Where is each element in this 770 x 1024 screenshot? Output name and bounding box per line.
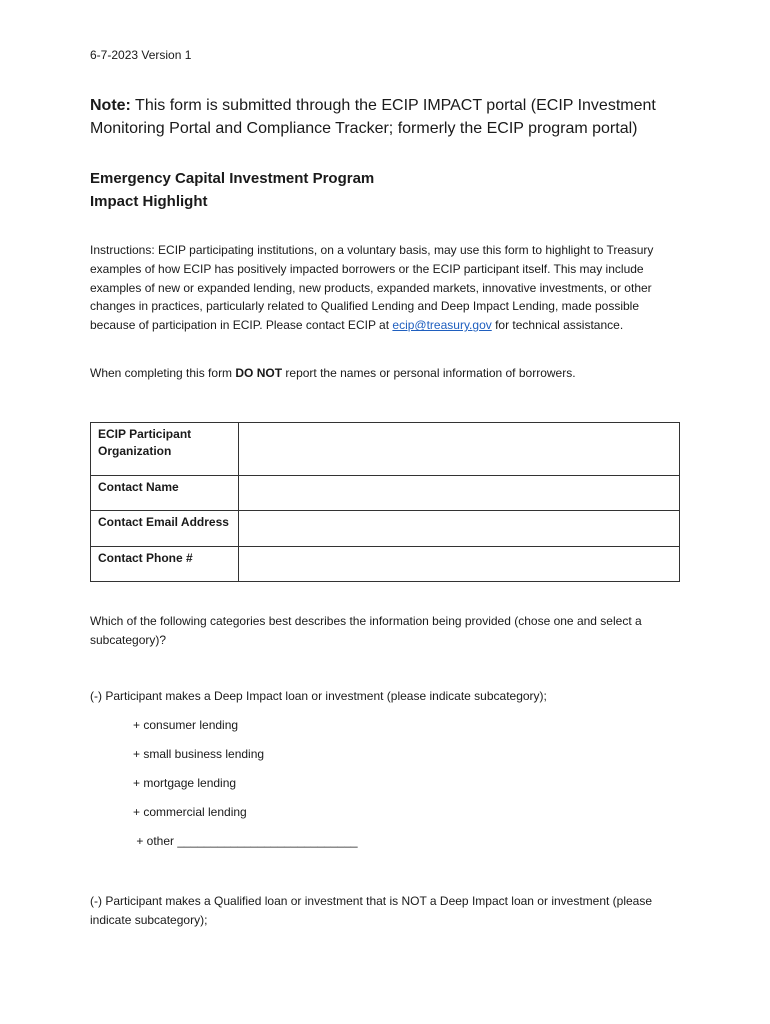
instructions-text: Instructions: ECIP participating institutions, on a voluntary basis, may use this form to highlight to Treasury examples of how ECIP has positively impacted borrowers or the ECIP participant itself. This may include examples of new or expanded lending, new products, expanded markets, innovative investments, or other changes in practices, particularly related to Qualified Lending and Deep Impact Lending, made possible because of participation in ECIP. Please contact ECIP at [90,243,654,333]
ecip-email-link[interactable]: ecip@treasury.gov [392,318,492,333]
table-row [91,511,680,547]
version-label: 6-7-2023 Version 1 [90,48,192,62]
privacy-warning-before: When completing this form [90,366,236,380]
subcategory-small-business-lending[interactable]: + small business lending [133,747,265,761]
note-paragraph [90,94,690,140]
privacy-warning-after: report the names or personal information of borrowers. [282,366,576,380]
subcategory-mortgage-lending[interactable]: + mortgage lending [133,776,237,790]
privacy-warning [90,366,576,380]
category-question: Which of the following categories best describes the information being provided (chose one and select a subcategory)? [90,614,642,647]
note-text: This form is submitted through the ECIP IMPACT portal (ECIP Investment Monitoring Portal and Compliance Tracker; formerly the ECIP program portal) [90,97,656,137]
contact-email-label: Contact Email Address [91,511,239,547]
contact-email-field[interactable] [239,511,680,547]
subcategory-other[interactable]: + other ___________________________ [133,834,358,848]
form-title [90,167,374,213]
contact-name-label: Contact Name [91,476,239,511]
note-label: Note: [90,97,131,114]
subcategory-commercial-lending[interactable]: + commercial lending [133,805,247,819]
organization-field[interactable] [239,423,680,476]
program-name: Emergency Capital Investment Program [90,170,375,187]
table-row [91,476,680,511]
organization-label: ECIP Participant Organization [91,423,239,476]
instructions-text-after: for technical assistance. [491,318,624,333]
instructions-paragraph [90,241,680,335]
subcategory-consumer-lending[interactable]: + consumer lending [133,718,239,732]
category-qualified[interactable]: (-) Participant makes a Qualified loan or investment that is NOT a Deep Impact loan or investment (please indicate subcategory); [90,894,653,927]
table-row [91,423,680,476]
contact-phone-label: Contact Phone # [91,547,239,582]
contact-table [90,422,680,582]
table-row [91,547,680,582]
privacy-warning-emphasis: DO NOT [235,366,283,380]
form-name: Impact Highlight [90,193,208,210]
contact-name-field[interactable] [239,476,680,511]
contact-phone-field[interactable] [239,547,680,582]
category-deep-impact[interactable]: (-) Participant makes a Deep Impact loan or investment (please indicate subcategory); [90,689,547,703]
